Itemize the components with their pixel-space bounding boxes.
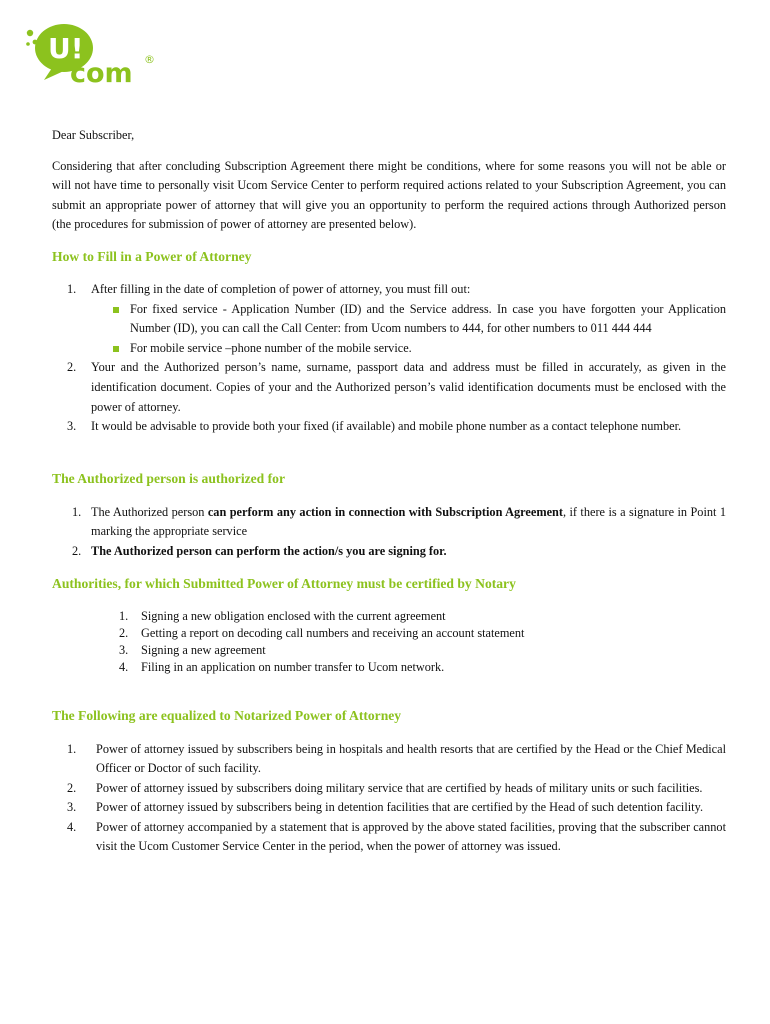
list-item [52,625,726,642]
list-item [52,798,726,818]
list-item [52,358,726,417]
ucom-logo [22,20,162,86]
section4-list [52,740,726,858]
list-item [52,779,726,799]
salutation: Dear Subscriber, [52,128,135,142]
list-item [52,740,726,779]
list-item-text: After filling in the date of completion of power of attorney, you must fill out: [91,281,471,296]
logo-registered: ® [144,53,155,66]
list-item-text-bold: The Authorized person can perform the action/s you are signing for. [91,543,447,558]
list-number: 2. [119,625,129,640]
list-item-text: Getting a report on decoding call numbers and receiving an account statement [141,625,525,640]
intro-paragraph: Considering that after concluding Subscription Agreement there might be conditions, where for some reasons you will not be able or will not have time to personally visit Ucom Service Center to perform required actions related to your Subscription Agreement, you can submit an appropriate power of attorney that will give you an opportunity to perform the required actions through Authorized person (the procedures for submission of power of attorney are presented below). [52,158,726,232]
list-number: 1. [67,741,77,756]
list-number: 3. [119,642,129,657]
section1-heading: How to Fill in a Power of Attorney [52,248,252,264]
logo-dot-3 [26,42,30,46]
section3-list [52,608,726,676]
sub-list-item [52,300,726,339]
list-item [52,642,726,659]
list-item-text: It would be advisable to provide both your fixed (if available) and mobile phone number as a contact telephone number. [91,419,682,434]
list-item-text: Power of attorney issued by subscribers being in detention facilities that are certified by the Head of such detention facility. [96,800,704,815]
list-item-text: Filing in an application on number transfer to Ucom network. [141,659,445,674]
section2-list [52,503,726,562]
section1-list [52,280,726,437]
list-item-text: Power of attorney issued by subscribers being in hospitals and health resorts that are certified by the Head or the Chief Medical Officer or Doctor of such facility. [96,741,726,776]
list-item [52,659,726,676]
list-item [52,608,726,625]
list-number: 2. [72,543,82,558]
list-number: 3. [67,800,77,815]
section3-heading: Authorities, for which Submitted Power of Attorney must be certified by Notary [52,575,516,591]
logo-bubble-tail [44,68,66,80]
list-item [52,280,726,300]
sub-item-text: For fixed service - Application Number (ID) and the Service address. In case you have forgotten your Application Number (ID), you can call the Call Center: from Ucom numbers to 444, for other numbers to 011 444 444 [130,301,726,336]
section2-heading: The Authorized person is authorized for [52,470,285,486]
list-number: 1. [119,608,129,623]
list-number: 3. [67,419,77,434]
square-bullet-icon [113,346,119,352]
list-number: 1. [67,281,77,296]
letter-content [52,126,726,857]
logo-com: com [70,58,133,86]
list-item-text-bold: can perform any action in connection with Subscription Agreement [207,504,563,519]
sub-list-item [52,339,726,359]
list-item [52,417,726,437]
list-item [52,542,726,562]
square-bullet-icon [113,307,119,313]
logo-u: U! [48,32,84,65]
sub-item-text: For mobile service –phone number of the mobile service. [130,340,412,355]
list-number: 1. [72,504,82,519]
list-item-text: Your and the Authorized person’s name, surname, passport data and address must be filled in accurately, as given in the identification document. Copies of your and the Authorized person’s valid identification documents must be enclosed with the power of attorney. [91,360,726,414]
list-number: 4. [119,659,129,674]
list-number: 4. [67,819,77,834]
list-number: 2. [67,360,77,375]
list-item [52,503,726,542]
list-item-text-pre: The Authorized person [91,504,208,519]
list-item-text: Signing a new obligation enclosed with the current agreement [141,608,446,623]
logo-dot-1 [27,30,33,36]
list-item-text: Power of attorney issued by subscribers doing military service that are certified by heads of military units or such facilities. [96,780,703,795]
list-item-text: Power of attorney accompanied by a statement that is approved by the above stated facilities, proving that the subscriber cannot visit the Ucom Customer Service Center in the period, when the power of attorney was issued. [96,819,726,854]
list-item [52,818,726,857]
section4-heading: The Following are equalized to Notarized Power of Attorney [52,707,402,723]
list-item-text: Signing a new agreement [141,642,266,657]
list-number: 2. [67,780,77,795]
list-item-text-post: , if there is a signature in Point 1 marking the appropriate service [91,504,727,539]
